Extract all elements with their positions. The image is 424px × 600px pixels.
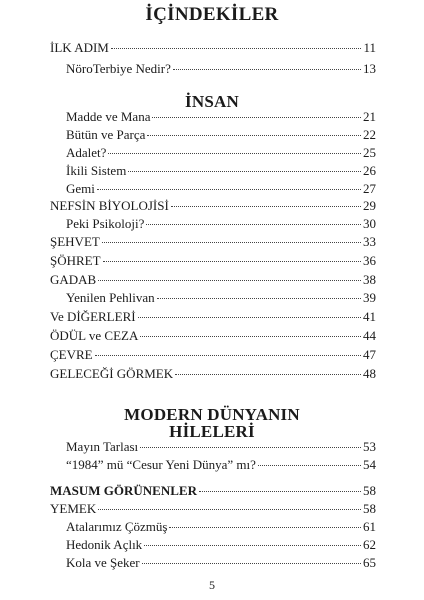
- toc-entry-page: 62: [363, 537, 376, 552]
- toc-entry[interactable]: [66, 457, 376, 473]
- dot-leader: [102, 242, 361, 243]
- page-title: İÇİNDEKİLER: [145, 4, 279, 25]
- toc-entry-title: Mayın Tarlası: [66, 439, 139, 454]
- toc-entry[interactable]: [50, 234, 376, 250]
- toc-entry[interactable]: [66, 537, 376, 553]
- toc-entry[interactable]: [66, 127, 376, 143]
- toc-entry[interactable]: [50, 501, 376, 517]
- toc-entry-title: ŞEHVET: [50, 234, 100, 249]
- toc-entry[interactable]: [50, 347, 376, 363]
- dot-leader: [111, 48, 362, 49]
- dot-leader: [146, 224, 361, 225]
- toc-entry-title: GELECEĞİ GÖRMEK: [50, 366, 174, 381]
- dot-leader: [95, 355, 361, 356]
- toc-entry[interactable]: [66, 290, 376, 306]
- toc-entry-page: 58: [363, 483, 376, 498]
- toc-entry-title: NöroTerbiye Nedir?: [66, 61, 171, 76]
- dot-leader: [108, 153, 361, 154]
- section-heading-modern-line2: HİLELERİ: [169, 422, 255, 441]
- toc-entry-page: 33: [363, 234, 376, 249]
- toc-entry-title: GADAB: [50, 272, 97, 287]
- section-heading-modern-line1: MODERN DÜNYANIN: [124, 405, 300, 424]
- toc-entry-page: 44: [363, 328, 376, 343]
- toc-entry[interactable]: [50, 366, 376, 382]
- toc-entry[interactable]: [66, 519, 376, 535]
- dot-leader: [175, 374, 361, 375]
- toc-entry-page: 61: [363, 519, 376, 534]
- toc-entry[interactable]: [66, 216, 376, 232]
- toc-entry-title: Yenilen Pehlivan: [66, 290, 155, 305]
- toc-entry-title: İLK ADIM: [50, 40, 109, 55]
- toc-entry[interactable]: [66, 61, 376, 77]
- dot-leader: [157, 298, 361, 299]
- toc-entry-title: ÖDÜL ve CEZA: [50, 328, 139, 343]
- toc-entry-page: 22: [363, 127, 376, 142]
- dot-leader: [258, 465, 361, 466]
- toc-entry-page: 11: [363, 40, 376, 55]
- toc-entry-page: 38: [363, 272, 376, 287]
- dot-leader: [128, 171, 361, 172]
- toc-entry[interactable]: [66, 439, 376, 455]
- dot-leader: [142, 563, 361, 564]
- toc-entry-page: 21: [363, 109, 376, 124]
- toc-entry[interactable]: [50, 40, 376, 56]
- toc-entry-title: MASUM GÖRÜNENLER: [50, 483, 197, 498]
- toc-entry[interactable]: [50, 272, 376, 288]
- toc-entry[interactable]: [66, 181, 376, 197]
- toc-entry[interactable]: [50, 309, 376, 325]
- toc-entry-title: Hedonik Açlık: [66, 537, 143, 552]
- toc-entry-title: “1984” mü “Cesur Yeni Dünya” mı?: [66, 457, 256, 472]
- toc-entry-title: Ve DİĞERLERİ: [50, 309, 136, 324]
- toc-entry-page: 58: [363, 501, 376, 516]
- toc-entry[interactable]: [66, 555, 376, 571]
- dot-leader: [140, 336, 361, 337]
- toc-entry-page: 36: [363, 253, 376, 268]
- toc-entry-page: 25: [363, 145, 376, 160]
- toc-entry-page: 30: [363, 216, 376, 231]
- toc-entry-title: Atalarımız Çözmüş: [66, 519, 168, 534]
- toc-entry-page: 47: [363, 347, 376, 362]
- toc-entry[interactable]: [66, 163, 376, 179]
- toc-entry-title: Gemi: [66, 181, 95, 196]
- page-number: 5: [209, 578, 215, 592]
- dot-leader: [138, 317, 361, 318]
- toc-entry-title: İkili Sistem: [66, 163, 127, 178]
- toc-entry-page: 54: [363, 457, 376, 472]
- dot-leader: [199, 491, 361, 492]
- toc-entry-page: 65: [363, 555, 376, 570]
- dot-leader: [152, 117, 361, 118]
- dot-leader: [98, 509, 361, 510]
- dot-leader: [140, 447, 361, 448]
- toc-entry[interactable]: [50, 328, 376, 344]
- toc-entry[interactable]: [66, 109, 376, 125]
- toc-entry-title: Bütün ve Parça: [66, 127, 146, 142]
- dot-leader: [171, 206, 361, 207]
- toc-entry-title: ŞÖHRET: [50, 253, 101, 268]
- toc-entry-title: ÇEVRE: [50, 347, 93, 362]
- toc-entry-page: 41: [363, 309, 376, 324]
- dot-leader: [98, 280, 361, 281]
- toc-entry-title: Madde ve Mana: [66, 109, 151, 124]
- toc-entry-title: Peki Psikoloji?: [66, 216, 145, 231]
- toc-entry-title: NEFSİN BİYOLOJİSİ: [50, 198, 169, 213]
- toc-entry-page: 53: [363, 439, 376, 454]
- toc-entry-title: YEMEK: [50, 501, 97, 516]
- dot-leader: [144, 545, 361, 546]
- toc-entry-page: 29: [363, 198, 376, 213]
- dot-leader: [173, 69, 361, 70]
- toc-entry-page: 39: [363, 290, 376, 305]
- toc-entry-title: Kola ve Şeker: [66, 555, 140, 570]
- toc-entry-page: 48: [363, 366, 376, 381]
- toc-entry-title: Adalet?: [66, 145, 107, 160]
- dot-leader: [147, 135, 361, 136]
- toc-entry-page: 26: [363, 163, 376, 178]
- toc-entry[interactable]: [50, 253, 376, 269]
- toc-entry[interactable]: [50, 483, 376, 499]
- section-heading-insan: İNSAN: [185, 92, 239, 111]
- toc-entry-page: 27: [363, 181, 376, 196]
- dot-leader: [103, 261, 361, 262]
- dot-leader: [169, 527, 361, 528]
- toc-entry-page: 13: [363, 61, 376, 76]
- dot-leader: [97, 189, 361, 190]
- toc-entry[interactable]: [66, 145, 376, 161]
- toc-entry[interactable]: [50, 198, 376, 214]
